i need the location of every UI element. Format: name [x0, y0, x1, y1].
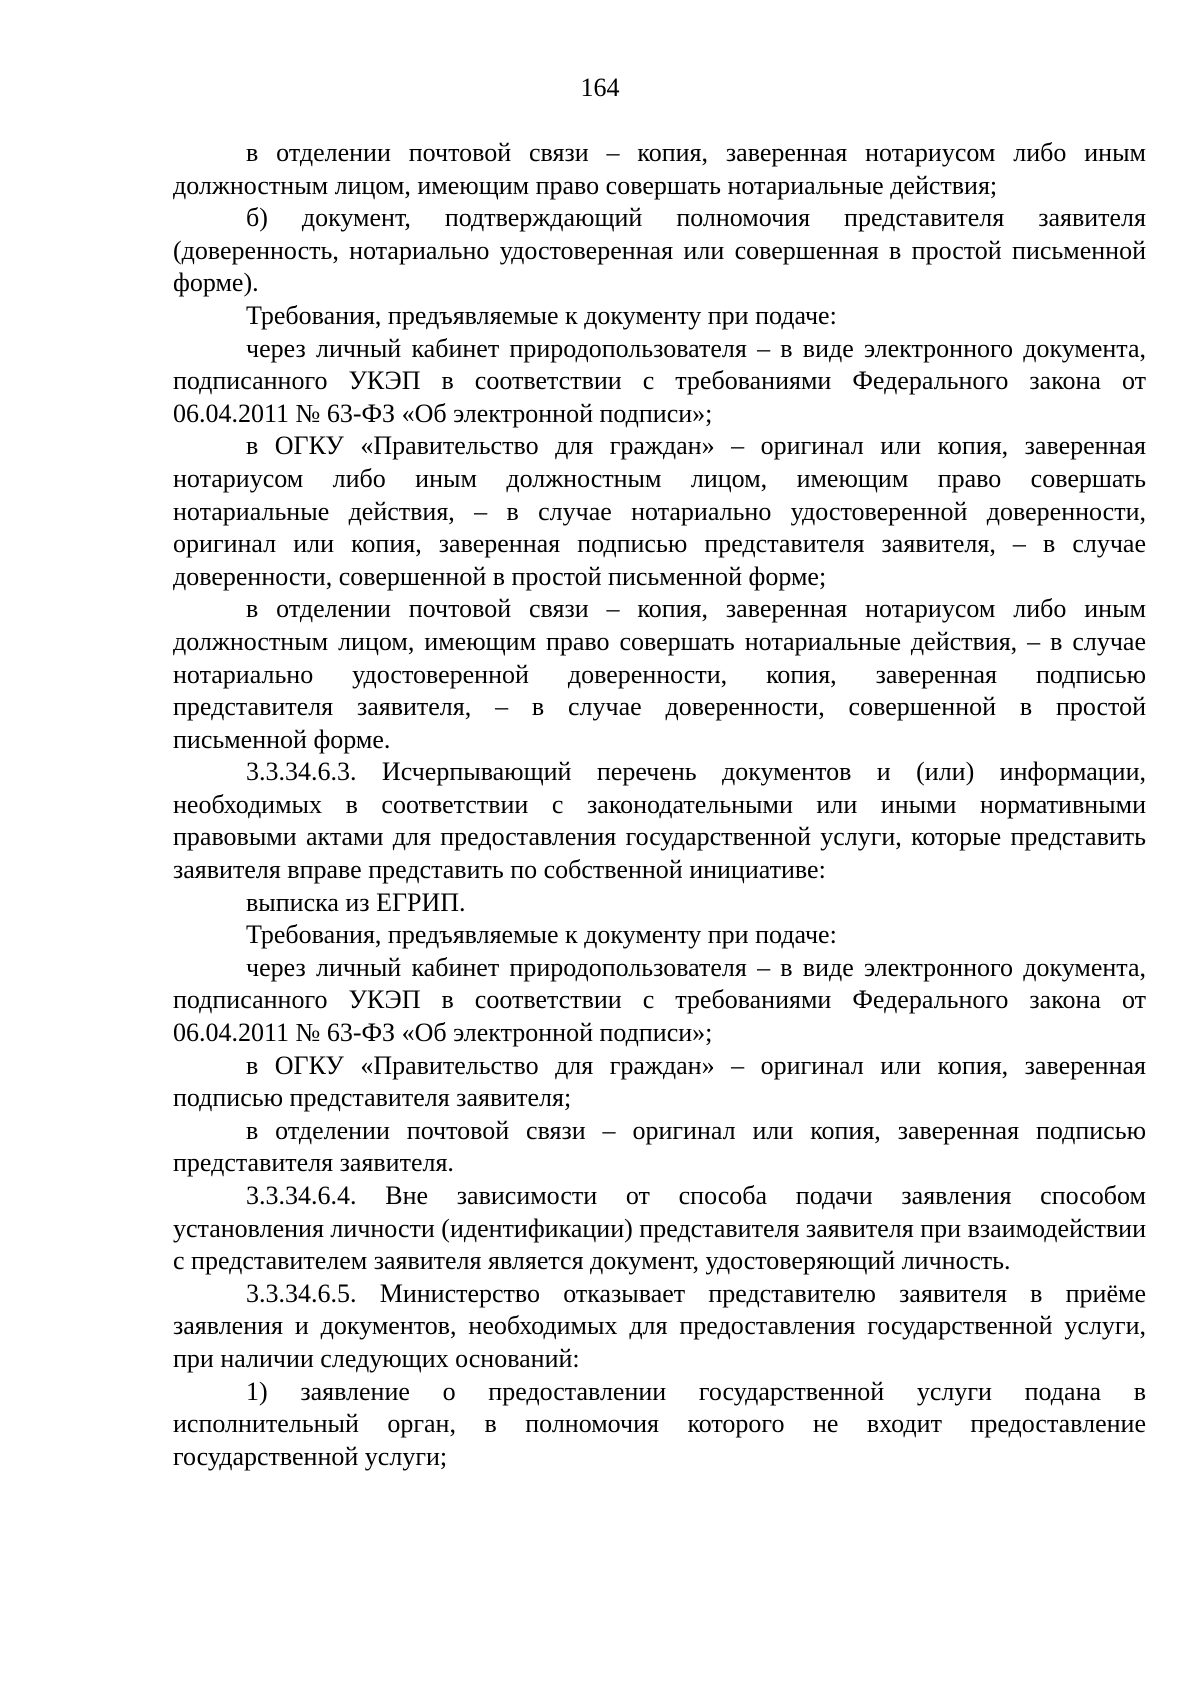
paragraph: в ОГКУ «Правительство для граждан» – оригинал или копия, заверенная подписью представителя заявителя; — [173, 1050, 1146, 1113]
paragraph: через личный кабинет природопользователя – в виде электронного документа, подписанного УКЭП в соответствии с требованиями Федерального закона от 06.04.2011 № 63-ФЗ «Об электронной подписи»; — [173, 333, 1146, 428]
paragraph: 3.3.34.6.4. Вне зависимости от способа подачи заявления способом установления личности (идентификации) представителя заявителя при взаимодействии с представителем заявителя является документ, удостоверяющий личность. — [173, 1181, 1146, 1276]
paragraph: через личный кабинет природопользователя – в виде электронного документа, подписанного УКЭП в соответствии с требованиями Федерального закона от 06.04.2011 № 63-ФЗ «Об электронной подписи»; — [173, 952, 1146, 1048]
paragraph: б) документ, подтверждающий полномочия представителя заявителя (доверенность, нотариально удостоверенная или совершенная в простой письменной форме). — [173, 203, 1146, 298]
paragraph: в ОГКУ «Правительство для граждан» – оригинал или копия, заверенная нотариусом либо иным должностным лицом, имеющим право совершать нотариальные действия, – в случае нотариально удостоверенной доверенности, оригинал или копия, заверенная подписью представителя заявителя, – в случае доверенности, совершенной в простой письменной форме; — [173, 431, 1146, 591]
document-body — [173, 137, 1146, 1473]
paragraph: в отделении почтовой связи – оригинал или копия, заверенная подписью представителя заявителя. — [173, 1115, 1146, 1178]
paragraph: выписка из ЕГРИП. — [246, 887, 466, 917]
paragraph: Требования, предъявляемые к документу при подаче: — [246, 300, 837, 330]
paragraph: 3.3.34.6.5. Министерство отказывает представителю заявителя в приёме заявления и документов, необходимых для предоставления государственной услуги, при наличии следующих оснований: — [173, 1278, 1146, 1373]
paragraph: 1) заявление о предоставлении государственной услуги подана в исполнительный орган, в полномочия которого не входит предоставление государственной услуги; — [173, 1376, 1146, 1471]
paragraph: Требования, предъявляемые к документу при подаче: — [246, 920, 837, 950]
paragraph: в отделении почтовой связи – копия, заверенная нотариусом либо иным должностным лицом, имеющим право совершать нотариальные действия, – в случае нотариально удостоверенной доверенности, копия, заверенная подписью представителя заявителя, – в случае доверенности, совершенной в простой письменной форме. — [173, 594, 1146, 754]
paragraph: в отделении почтовой связи – копия, заверенная нотариусом либо иным должностным лицом, имеющим право совершать нотариальные действия; — [173, 138, 1146, 200]
paragraph: 3.3.34.6.3. Исчерпывающий перечень документов и (или) информации, необходимых в соответствии с законодательными или иными нормативными правовыми актами для предоставления государственной услуги, которые представить заявителя вправе представить по собственной инициативе: — [173, 757, 1146, 885]
page-number: 164 — [580, 73, 620, 102]
